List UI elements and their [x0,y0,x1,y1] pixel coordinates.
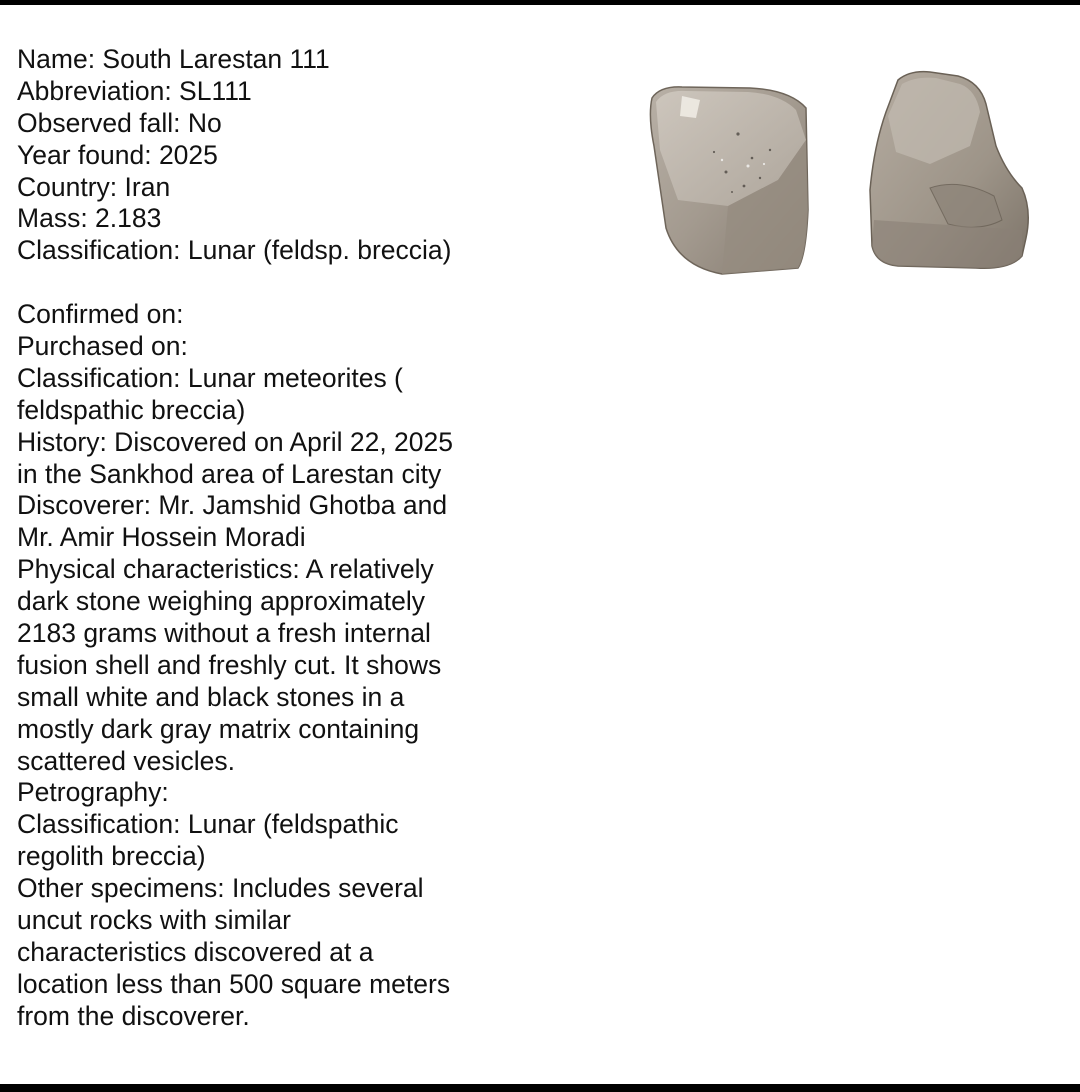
other-specimens-line-4: location less than 500 square meters [17,968,451,999]
physical-line-2: dark stone weighing approximately [17,586,426,617]
bottom-border [0,1084,1080,1092]
country-line: Country: Iran [17,171,171,202]
purchased-on-line: Purchased on: [17,331,188,362]
physical-line-7: scattered vesicles. [17,745,235,776]
petro-classification-line-1: Classification: Lunar (feldspathic [17,809,399,840]
other-specimens-line-3: characteristics discovered at a [17,936,374,967]
physical-line-5: small white and black stones in a [17,681,405,712]
right-specimen [870,72,1028,269]
physical-line-1: Physical characteristics: A relatively [17,554,434,585]
physical-line-6: mostly dark gray matrix containing [17,713,420,744]
abbreviation-line: Abbreviation: SL111 [17,75,252,106]
meteorite-record [17,44,577,1033]
discoverer-line-1: Discoverer: Mr. Jamshid Ghotba and [17,490,448,521]
history-line-1: History: Discovered on April 22, 2025 [17,426,453,457]
classification-line-1: Classification: Lunar meteorites ( [17,362,403,393]
other-specimens-line-5: from the discoverer. [17,1000,250,1031]
meteorite-photo [630,60,1050,290]
physical-line-3: 2183 grams without a fresh internal [17,618,431,649]
discoverer-line-2: Mr. Amir Hossein Moradi [17,522,306,553]
section-spacer [17,267,577,299]
observed-fall-line: Observed fall: No [17,107,222,138]
confirmed-on-line: Confirmed on: [17,299,184,330]
physical-line-4: fusion shell and freshly cut. It shows [17,649,442,680]
petro-classification-line-2: regolith breccia) [17,841,206,872]
top-border [0,0,1080,5]
year-found-line: Year found: 2025 [17,139,218,170]
name-line: Name: South Larestan 111 [17,44,330,74]
other-specimens-line-2: uncut rocks with similar [17,905,291,936]
classification-short-line: Classification: Lunar (feldsp. breccia) [17,235,452,266]
left-specimen [650,87,808,274]
mass-line: Mass: 2.183 [17,203,162,234]
classification-line-2: feldspathic breccia) [17,394,246,425]
petrography-line: Petrography: [17,777,169,808]
history-line-2: in the Sankhod area of Larestan city [17,458,442,489]
other-specimens-line-1: Other specimens: Includes several [17,873,424,904]
